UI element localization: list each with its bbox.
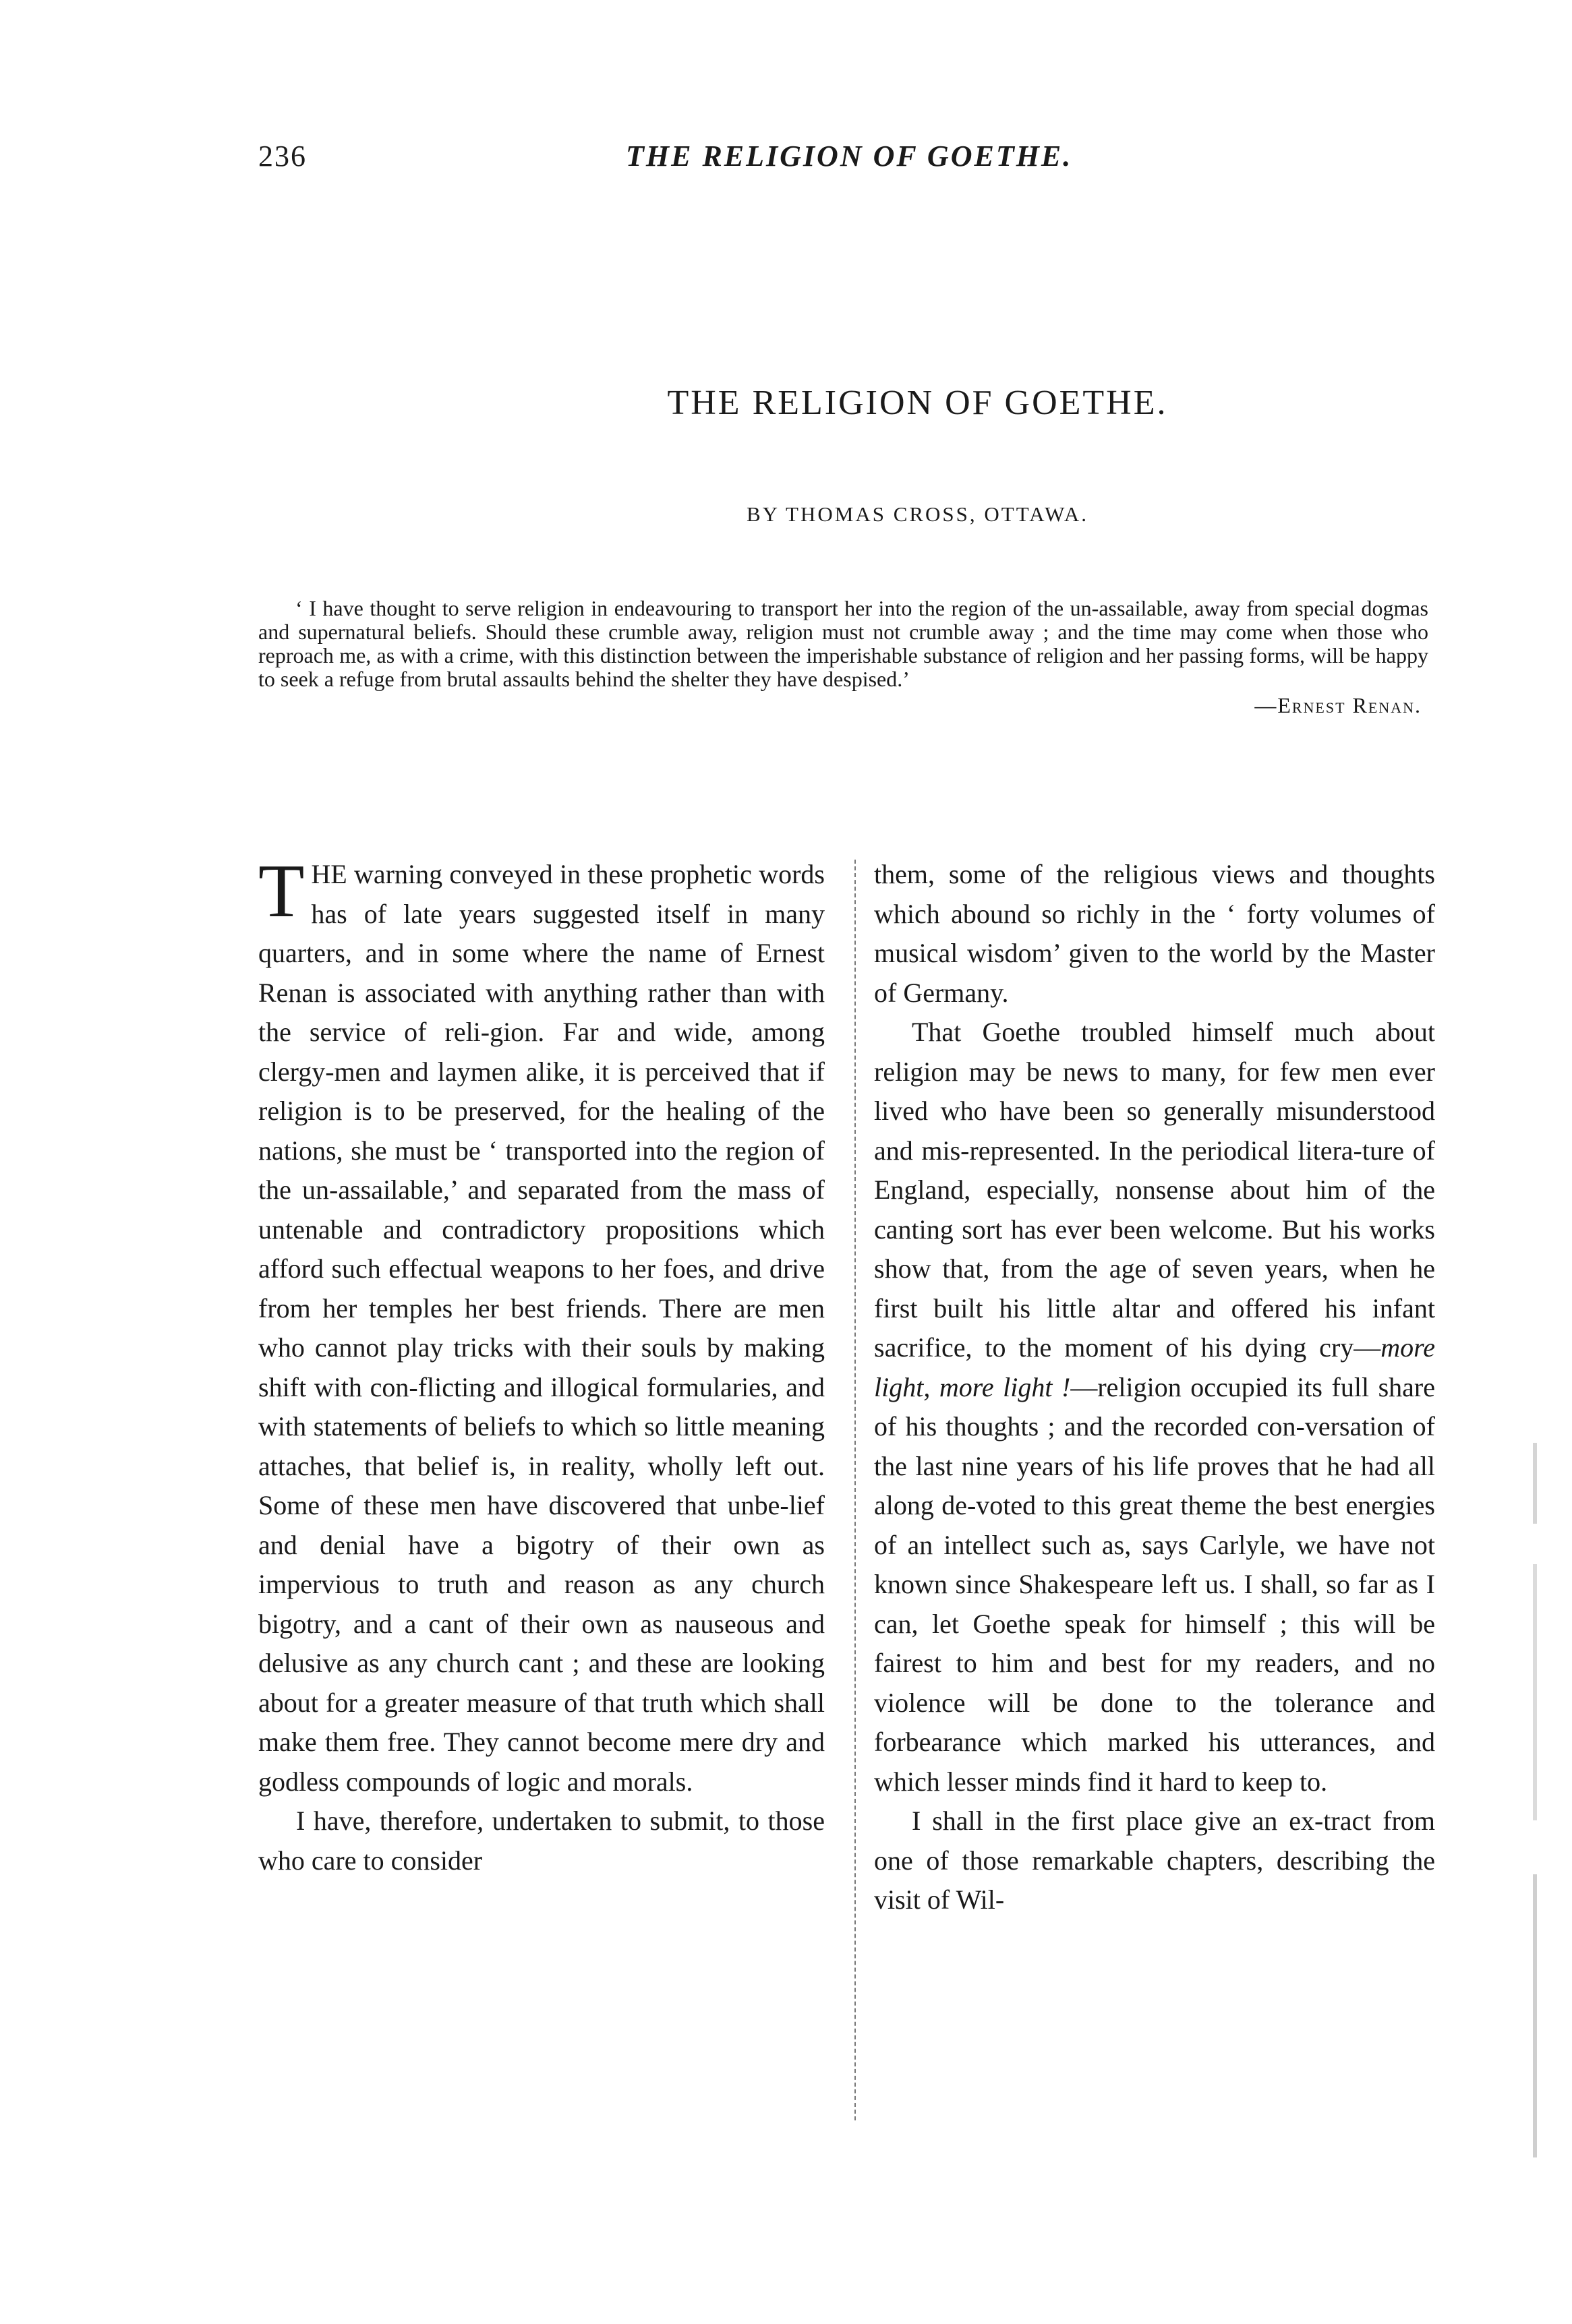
epigraph	[258, 597, 1428, 717]
body-paragraph: I have, therefore, undertaken to submit, to those who care to consider	[258, 1806, 825, 1876]
emphasis-text: more light, more light !	[874, 1332, 1435, 1402]
byline: BY THOMAS CROSS, OTTAWA.	[746, 502, 1089, 526]
article-title: THE RELIGION OF GOETHE.	[667, 384, 1168, 422]
epigraph-text: ‘ I have thought to serve religion in endeavouring to transport her into the region of the un-assailable, away from special dogmas and supernatural beliefs. Should these crumble away, religion must not crumble away ; and the time may come when those who reproach me, as with a crime, with this distinction between the imperishable substance of religion and her passing forms, will be happy to seek a refuge from brutal assaults behind the shelter they have despised.’	[258, 596, 1428, 691]
running-title: THE RELIGION OF GOETHE.	[626, 140, 1073, 173]
scan-edge-mark	[1533, 1443, 1537, 1524]
body-paragraph	[874, 1013, 1435, 1801]
column-divider	[854, 860, 856, 2120]
body-paragraph: them, some of the religious views and thoughts which abound so richly in the ‘ forty volumes of musical wisdom’ given to the world by the Master of Germany.	[874, 859, 1435, 1008]
drop-cap: T	[258, 850, 305, 933]
paragraph-text: —religion occupied its full share of his thoughts ; and the recorded con-versation of the last nine years of his life proves that he had all along de-voted to this great theme the best energies of an intellect such as, says Carlyle, we have not known since Shakespeare left us. I shall, so far as I can, let Goethe speak for himself ; this will be fairest to him and best for my readers, and no violence will be done to the tolerance and forbearance which marked his utterances, and which lesser minds find it hard to keep to.	[874, 1371, 1435, 1797]
body-paragraph	[258, 850, 825, 1801]
page-number: 236	[258, 140, 307, 173]
running-head	[258, 139, 1428, 179]
scan-edge-mark	[1533, 1564, 1537, 1820]
scan-edge-mark	[1533, 1874, 1537, 2157]
right-column	[874, 855, 1435, 1920]
left-column	[258, 850, 825, 1880]
paragraph-text: HE warning conveyed in these prophetic words has of late years suggested itself in many quarters, and in some where the name of Ernest Renan is associated with anything rather than with the service of reli-gion. Far and wide, among clergy-men and laymen alike, it is perceived that if religion is to be preserved, for the healing of the nations, she must be ‘ transported into the region of the un-assailable,’ and separated from the mass of untenable and contradictory propositions which afford such effectual weapons to her foes, and drive from her temples her best friends. There are men who cannot play tricks with their souls by making shift with con-flicting and illogical formularies, and with statements of beliefs to which so little meaning attaches, that belief is, in reality, wholly left out. Some of these men have discovered that unbe-lief and denial have a bigotry of their own as impervious to truth and reason as any church bigotry, and a cant of their own as nauseous and delusive as any church cant ; and these are looking about for a greater measure of that truth which shall make them free. They cannot become mere dry and godless compounds of logic and morals.	[258, 859, 825, 1797]
paragraph-text: That Goethe troubled himself much about religion may be news to many, for few men ever lived who have been so generally misunderstood and mis-represented. In the periodical litera-ture of England, especially, nonsense about him of the canting sort has ever been welcome. But his works show that, from the age of seven years, when he first built his little altar and offered his infant sacrifice, to the moment of his dying cry—	[874, 1017, 1435, 1363]
epigraph-attribution: —Ernest Renan.	[1254, 693, 1422, 717]
body-paragraph: I shall in the first place give an ex-tract from one of those remarkable chapters, describing the visit of Wil-	[874, 1806, 1435, 1915]
